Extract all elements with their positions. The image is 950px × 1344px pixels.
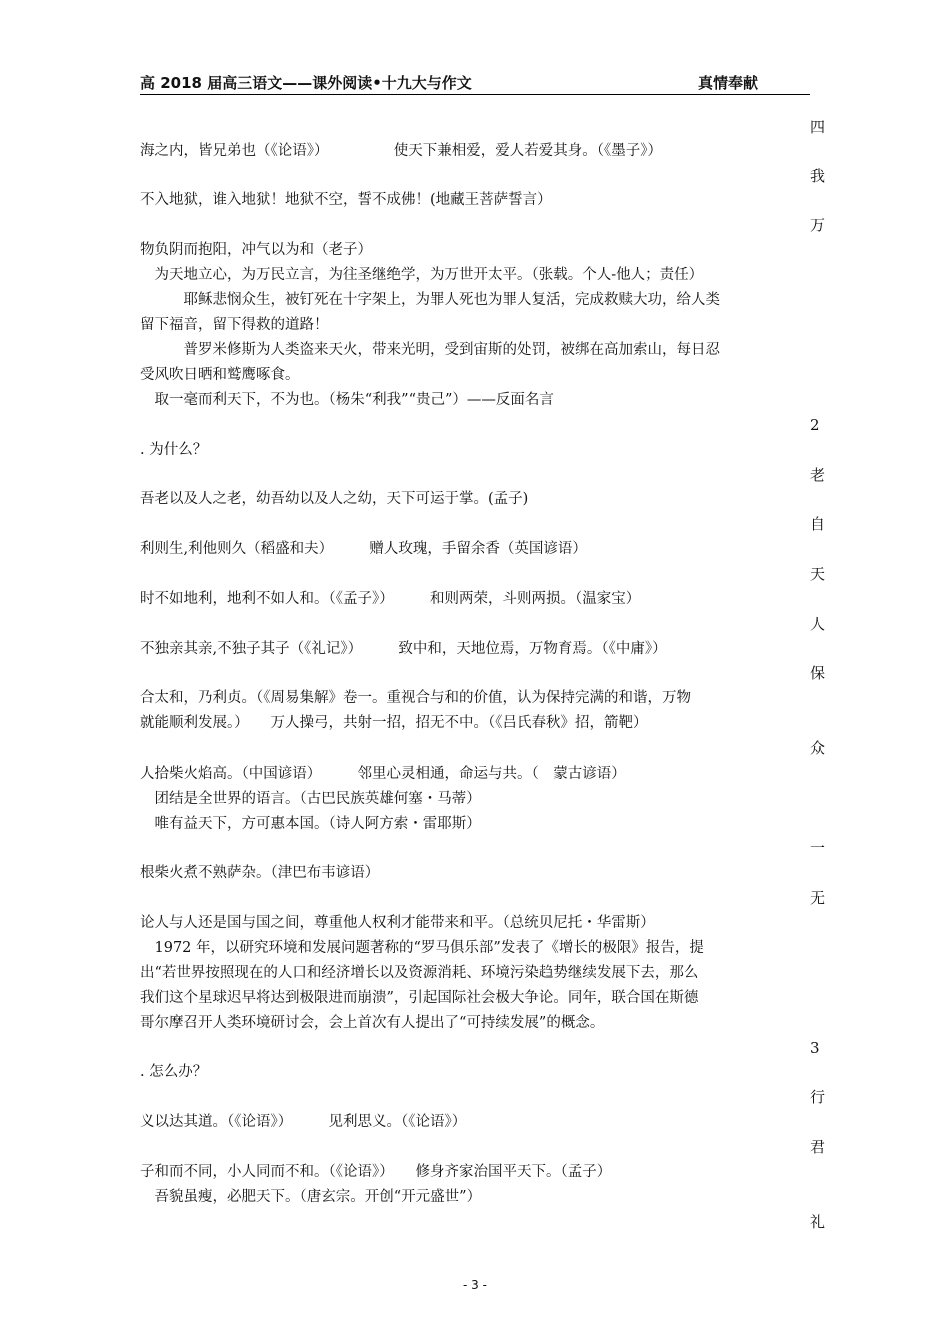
text-line: 取一毫而利天下，不为也。（杨朱“利我”“贵己”）——反面名言 [140,392,554,408]
margin-char: 四 [810,118,826,136]
text-line: 留下福音，留下得救的道路！ [140,317,329,333]
header-author: 真情奉献 [698,74,759,92]
text-line: 普罗米修斯为人类盗来天火，带来光明，受到宙斯的处罚，被绑在高加索山，每日忍 [140,342,720,358]
text-line: 受风吹日晒和鹫鹰啄食。 [140,367,300,383]
text-line: 论人与人还是国与国之间，尊重他人权利才能带来和平。（总统贝尼托・华雷斯） [140,915,655,931]
text-line: 利则生,利他则久（稻盛和夫） 赠人玫瑰，手留余香（英国谚语） [140,541,587,557]
margin-char: 保 [810,664,826,682]
text-line: 团结是全世界的语言。（古巴民族英雄何塞・马蒂） [140,791,481,807]
margin-char: 无 [810,889,826,907]
text-line: 义以达其道。（《论语》） 见利思义。（《论语》） [140,1114,467,1130]
margin-char: 我 [810,167,826,185]
text-line: 根柴火煮不熟萨杂。（津巴布韦谚语） [140,865,380,881]
margin-char: 2 [810,416,820,434]
text-line: 不入地狱，谁入地狱！地狱不空，誓不成佛！(地藏王菩萨誓言） [140,192,552,208]
text-line: 为天地立心，为万民立言，为往圣继绝学，为万世开太平。（张载。个人-他人；责任） [140,267,704,283]
page-header [140,70,810,95]
text-line: 唯有益天下，方可惠本国。（诗人阿方索・雷耶斯） [140,816,481,832]
margin-char: 天 [810,565,826,583]
text-line: 物负阴而抱阳，冲气以为和（老子） [140,242,372,258]
text-line: 1972 年，以研究环境和发展问题著称的“罗马俱乐部”发表了《增长的极限》报告，提 [140,940,704,956]
margin-char: 众 [810,739,826,757]
text-line: 海之内，皆兄弟也（《论语》） 使天下兼相爱，爱人若爱其身。（《墨子》） [140,143,662,159]
margin-char: 3 [810,1039,820,1057]
text-line: 吾貌虽瘦，必肥天下。（唐玄宗。开创“开元盛世”） [140,1189,482,1205]
margin-char: 行 [810,1088,826,1106]
text-line: 子和而不同，小人同而不和。（《论语》） 修身齐家治国平天下。（孟子） [140,1164,612,1180]
text-line: 耶稣悲悯众生，被钉死在十字架上，为罪人死也为罪人复活，完成救赎大功，给人类 [140,292,720,308]
text-line: 合太和，乃利贞。（《周易集解》卷一。重视合与和的价值，认为保持完满的和谐，万物 [140,690,691,706]
margin-char: 自 [810,515,826,533]
header-title: 高 2018 届高三语文——课外阅读•十九大与作文 [140,74,472,92]
margin-char: 老 [810,466,826,484]
margin-char: 万 [810,216,826,234]
margin-char: 人 [810,615,826,633]
text-line: 就能顺利发展。） 万人操弓，共射一招，招无不中。（《吕氏春秋》招，箭靶） [140,715,648,731]
text-line: 我们这个星球迟早将达到极限进而崩溃”，引起国际社会极大争论。同年，联合国在斯德 [140,990,699,1006]
margin-char: 君 [810,1138,826,1156]
section-heading: . 怎么办？ [140,1064,208,1080]
text-line: 人拾柴火焰高。（中国谚语） 邻里心灵相通，命运与共。（ 蒙古谚语） [140,766,626,782]
page-number: - 3 - [463,1278,487,1292]
text-line: 时不如地利，地利不如人和。（《孟子》） 和则两荣，斗则两损。（温家宝） [140,591,641,607]
margin-char: 一 [810,839,826,857]
section-heading: . 为什么？ [140,442,208,458]
text-line: 不独亲其亲,不独子其子（《礼记》） 致中和，天地位焉，万物育焉。（《中庸》） [140,641,667,657]
margin-char: 礼 [810,1213,826,1231]
text-line: 吾老以及人之老，幼吾幼以及人之幼，天下可运于掌。(孟子) [140,491,529,507]
text-line: 哥尔摩召开人类环境研讨会，会上首次有人提出了“可持续发展”的概念。 [140,1015,605,1031]
text-line: 出“若世界按照现在的人口和经济增长以及资源消耗、环境污染趋势继续发展下去，那么 [140,965,699,981]
